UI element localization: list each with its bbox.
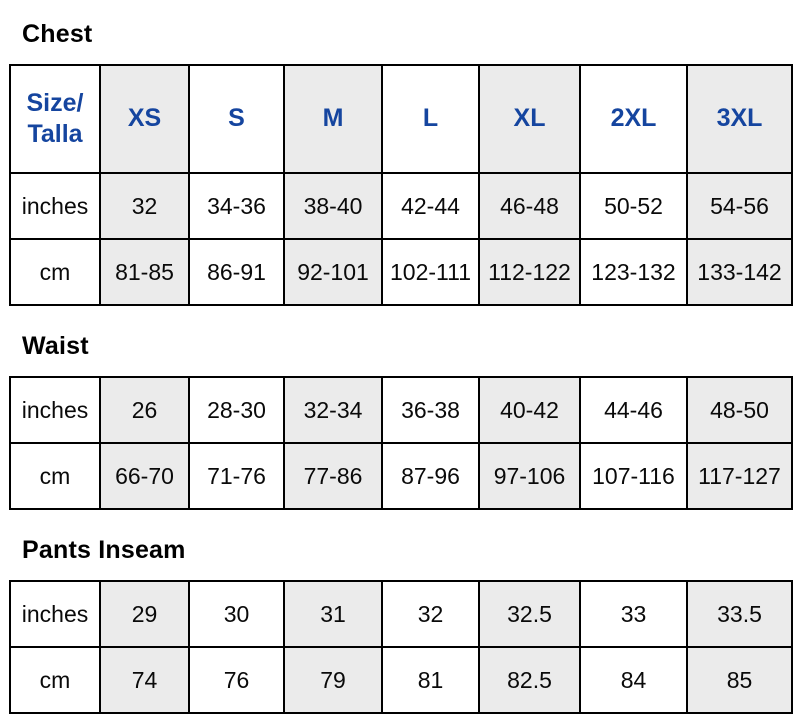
chest-table: [9, 64, 793, 306]
chest-inches-3xl: 54-56: [687, 173, 792, 239]
chest-cm-s: 86-91: [189, 239, 284, 305]
size-header-m: M: [284, 65, 382, 173]
size-label-line1: Size/: [26, 88, 84, 117]
waist-table: [9, 376, 793, 510]
inseam-cm-3xl: 85: [687, 647, 792, 713]
chest-cm-xl: 112-122: [479, 239, 580, 305]
waist-inches-row: [10, 377, 792, 443]
waist-cm-xs: 66-70: [100, 443, 189, 509]
row-label-inches: inches: [10, 377, 100, 443]
inseam-cm-s: 76: [189, 647, 284, 713]
chest-inches-l: 42-44: [382, 173, 479, 239]
row-label-inches: inches: [10, 581, 100, 647]
size-header-xl: XL: [479, 65, 580, 173]
waist-inches-l: 36-38: [382, 377, 479, 443]
inseam-cm-xl: 82.5: [479, 647, 580, 713]
inseam-inches-row: [10, 581, 792, 647]
chest-cm-row: [10, 239, 792, 305]
chest-cm-m: 92-101: [284, 239, 382, 305]
section-title-waist: Waist: [22, 332, 89, 360]
waist-inches-m: 32-34: [284, 377, 382, 443]
chest-cm-2xl: 123-132: [580, 239, 687, 305]
chest-inches-row: [10, 173, 792, 239]
waist-cm-m: 77-86: [284, 443, 382, 509]
size-header-2xl: 2XL: [580, 65, 687, 173]
inseam-inches-3xl: 33.5: [687, 581, 792, 647]
inseam-inches-xs: 29: [100, 581, 189, 647]
waist-inches-xs: 26: [100, 377, 189, 443]
size-header-l: L: [382, 65, 479, 173]
row-label-cm: cm: [10, 443, 100, 509]
inseam-cm-2xl: 84: [580, 647, 687, 713]
waist-inches-s: 28-30: [189, 377, 284, 443]
inseam-inches-s: 30: [189, 581, 284, 647]
row-label-inches: inches: [10, 173, 100, 239]
inseam-cm-xs: 74: [100, 647, 189, 713]
waist-cm-s: 71-76: [189, 443, 284, 509]
inseam-inches-l: 32: [382, 581, 479, 647]
chest-inches-m: 38-40: [284, 173, 382, 239]
waist-cm-l: 87-96: [382, 443, 479, 509]
chest-inches-xs: 32: [100, 173, 189, 239]
row-label-cm: cm: [10, 647, 100, 713]
size-header-xs: XS: [100, 65, 189, 173]
chest-cm-3xl: 133-142: [687, 239, 792, 305]
inseam-inches-xl: 32.5: [479, 581, 580, 647]
size-header-3xl: 3XL: [687, 65, 792, 173]
pants-inseam-section: [9, 536, 791, 714]
inseam-cm-row: [10, 647, 792, 713]
waist-cm-xl: 97-106: [479, 443, 580, 509]
pants-inseam-table: [9, 580, 793, 714]
chest-inches-s: 34-36: [189, 173, 284, 239]
waist-cm-2xl: 107-116: [580, 443, 687, 509]
chest-section: [9, 20, 791, 306]
size-label-line2: Talla: [27, 120, 83, 148]
inseam-cm-m: 79: [284, 647, 382, 713]
chest-cm-l: 102-111: [382, 239, 479, 305]
waist-inches-xl: 40-42: [479, 377, 580, 443]
waist-inches-3xl: 48-50: [687, 377, 792, 443]
size-talla-header: [10, 65, 100, 173]
inseam-inches-m: 31: [284, 581, 382, 647]
inseam-inches-2xl: 33: [580, 581, 687, 647]
chest-cm-xs: 81-85: [100, 239, 189, 305]
size-header-row: [10, 65, 792, 173]
section-title-chest: Chest: [22, 20, 93, 48]
size-header-s: S: [189, 65, 284, 173]
section-title-pants-inseam: Pants Inseam: [22, 536, 186, 564]
inseam-cm-l: 81: [382, 647, 479, 713]
chest-inches-2xl: 50-52: [580, 173, 687, 239]
row-label-cm: cm: [10, 239, 100, 305]
chest-inches-xl: 46-48: [479, 173, 580, 239]
waist-inches-2xl: 44-46: [580, 377, 687, 443]
waist-section: [9, 332, 791, 510]
waist-cm-row: [10, 443, 792, 509]
waist-cm-3xl: 117-127: [687, 443, 792, 509]
